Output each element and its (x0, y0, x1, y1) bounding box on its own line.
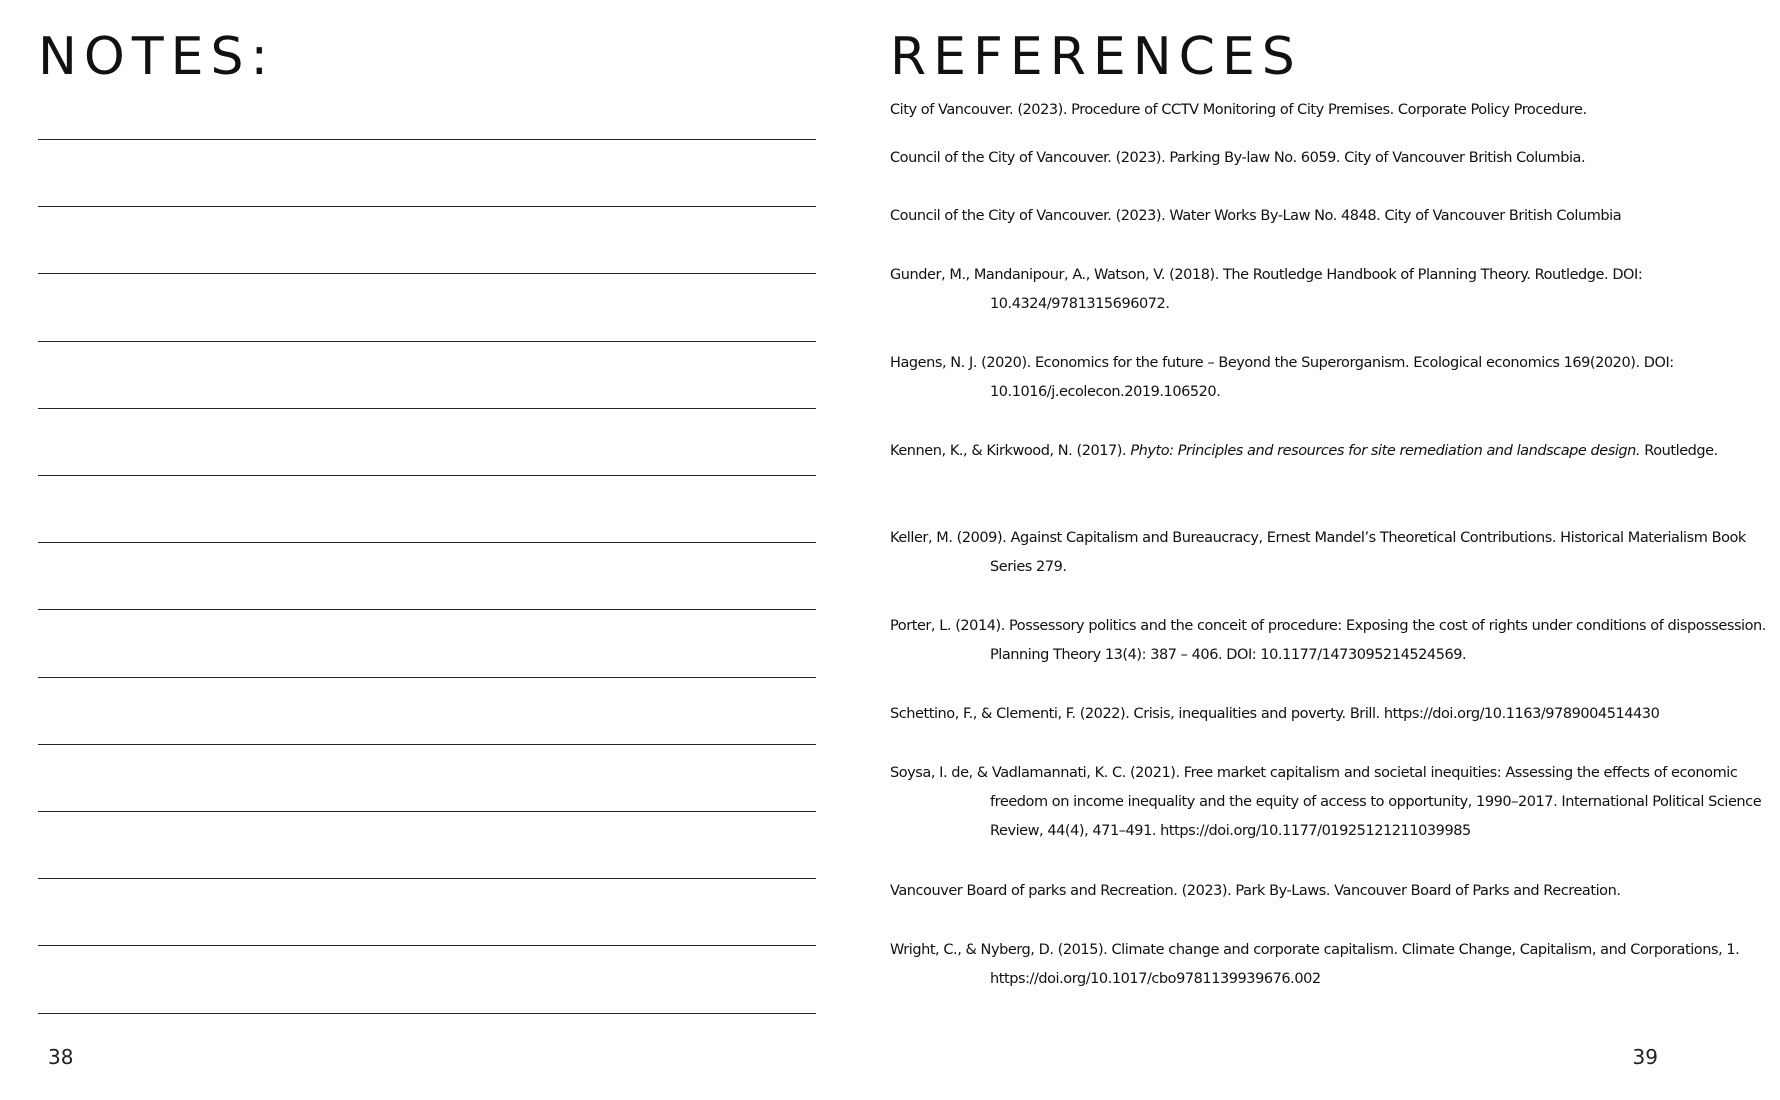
notes-line (38, 1013, 816, 1014)
reference-entry: Wright, C., & Nyberg, D. (2015). Climate change and corporate capitalism. Climate Change, Capitalism, and Corporations, 1. https://doi.org/10.1017/cbo9781139939676.002 (890, 942, 1740, 987)
notes-line (38, 139, 816, 140)
reference-entry: Keller, M. (2009). Against Capitalism and Bureaucracy, Ernest Mandel’s Theoretical Contributions. Historical Materialism Book Series 279. (890, 530, 1746, 575)
notes-heading: NOTES: (38, 27, 275, 87)
page-number-left: 38 (48, 1045, 74, 1069)
reference-entry: Gunder, M., Mandanipour, A., Watson, V. (2018). The Routledge Handbook of Planning Theory. Routledge. DOI: 10.4324/9781315696072. (890, 267, 1643, 312)
reference-entry: Schettino, F., & Clementi, F. (2022). Crisis, inequalities and poverty. Brill. https://doi.org/10.1163/9789004514430 (890, 706, 1660, 722)
notes-line (38, 677, 816, 678)
notes-line (38, 341, 816, 342)
references-heading: REFERENCES (890, 27, 1302, 87)
reference-entry: Hagens, N. J. (2020). Economics for the future – Beyond the Superorganism. Ecological economics 169(2020). DOI: 10.1016/j.ecolecon.2019.106520. (890, 355, 1674, 400)
notes-line (38, 878, 816, 879)
notes-line (38, 609, 816, 610)
reference-entry: Council of the City of Vancouver. (2023). Water Works By-Law No. 4848. City of Vancouver British Columbia (890, 208, 1622, 224)
reference-entry: Vancouver Board of parks and Recreation. (2023). Park By-Laws. Vancouver Board of Parks and Recreation. (890, 883, 1621, 899)
reference-entry: City of Vancouver. (2023). Procedure of CCTV Monitoring of City Premises. Corporate Policy Procedure. (890, 102, 1587, 118)
notes-line (38, 811, 816, 812)
notes-page (0, 0, 850, 1100)
reference-entry: Soysa, I. de, & Vadlamannati, K. C. (2021). Free market capitalism and societal inequities: Assessing the effects of economic freedom on income inequality and the equity of access to opportunity, 1990–2017. International Political Science Review, 44(4), 471–491. https://doi.org/10.1177/01925121211039985 (890, 765, 1762, 839)
notes-line (38, 273, 816, 274)
page-number-right: 39 (1632, 1045, 1658, 1069)
reference-entry: Kennen, K., & Kirkwood, N. (2017). Phyto: Principles and resources for site remediation and landscape design. Routledge. (890, 443, 1718, 459)
reference-entry: Council of the City of Vancouver. (2023). Parking By-law No. 6059. City of Vancouver British Columbia. (890, 150, 1586, 166)
notes-line (38, 408, 816, 409)
references-page (850, 0, 1766, 1100)
notes-line (38, 945, 816, 946)
notes-line (38, 475, 816, 476)
notes-line (38, 744, 816, 745)
reference-entry: Porter, L. (2014). Possessory politics and the conceit of procedure: Exposing the cost of rights under conditions of dispossession. Planning Theory 13(4): 387 – 406. DOI: 10.1177/1473095214524569. (890, 618, 1766, 663)
notes-line (38, 542, 816, 543)
notes-line (38, 206, 816, 207)
